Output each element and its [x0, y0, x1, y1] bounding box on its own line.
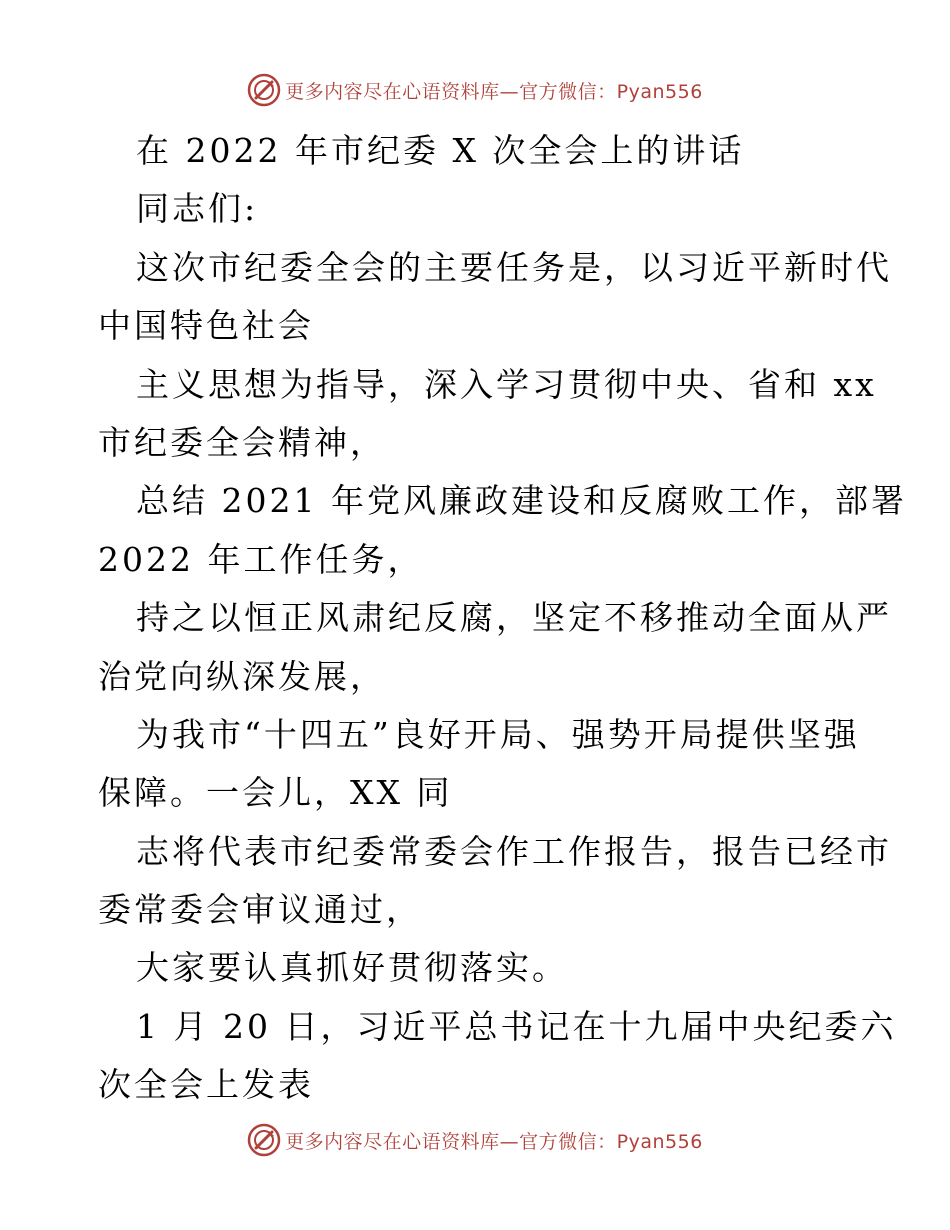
footer-banner [0, 1120, 950, 1160]
text-line: 志将代表市纪委常委会作工作报告，报告已经市 [136, 831, 892, 871]
salutation: 同志们: [136, 189, 259, 229]
text-line: 次全会上发表 [98, 1065, 314, 1105]
text-line: 1 月 20 日，习近平总书记在十九届中央纪委六 [136, 1006, 897, 1046]
text-line: 2022 年工作任务， [98, 539, 424, 579]
text-line: 持之以恒正风肃纪反腐，坚定不移推动全面从严 [136, 598, 892, 638]
text-line: 中国特色社会 [98, 306, 314, 346]
header-banner [0, 70, 950, 110]
text-line: 市纪委全会精神， [98, 422, 386, 462]
text-line: 主义思想为指导，深入学习贯彻中央、省和 xx [136, 364, 877, 404]
header-banner-text: 更多内容尽在心语资料库—官方微信：Pyan556 [285, 80, 703, 103]
document-title: 在 2022 年市纪委 X 次全会上的讲话 [136, 131, 745, 170]
logo-icon [247, 1123, 281, 1157]
logo-icon [247, 73, 281, 107]
text-line: 这次市纪委全会的主要任务是，以习近平新时代 [136, 247, 892, 287]
text-line: 大家要认真抓好贯彻落实。 [136, 948, 568, 988]
text-line: 总结 2021 年党风廉政建设和反腐败工作，部署 [136, 481, 907, 521]
footer-banner-text: 更多内容尽在心语资料库—官方微信：Pyan556 [285, 1130, 703, 1153]
document-body [98, 122, 907, 1115]
text-line: 为我市“十四五”良好开局、强势开局提供坚强 [136, 714, 860, 754]
text-line: 保障。一会儿，XX 同 [98, 773, 453, 813]
text-line: 委常委会审议通过， [98, 890, 422, 930]
text-line: 治党向纵深发展， [98, 656, 386, 696]
